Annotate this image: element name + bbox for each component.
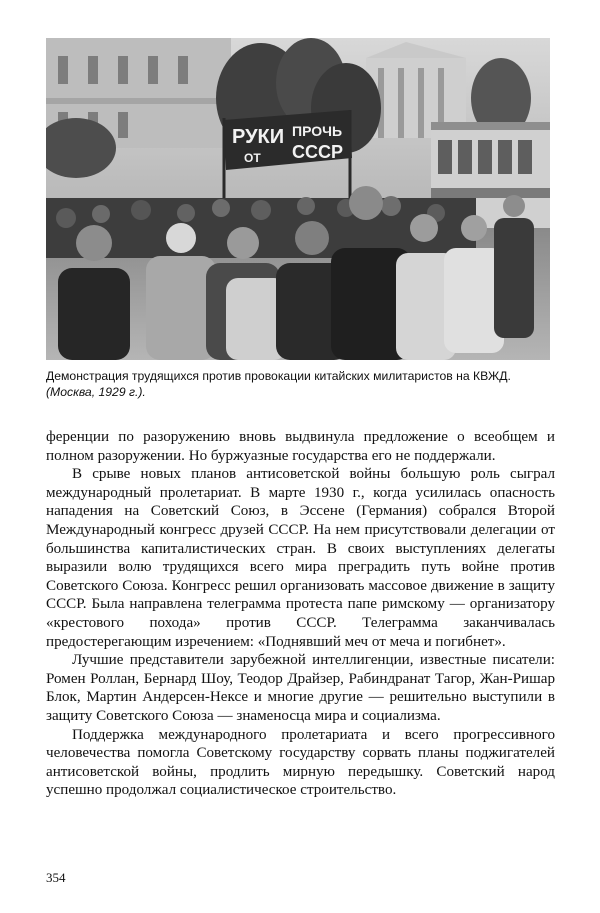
paragraph-2: В срыве новых планов антисоветской войны большую роль сыграл международный пролетариат. В марте 1930 г., когда усилилась опасность нападения на Советский Союз, в Эссене (Германия) собрался Второй Международный конгресс друзей СССР. На нем присутствовали делегации от большинства капиталистических стран. В своих выступлениях делегаты выразили волю трудящихся всего мира преградить путь войне против Советского Союза. Конгресс решил организовать массовое движение в защиту СССР. Была направлена телеграмма протеста папе римскому — организатору «крестового похода» против СССР. Телеграмма заканчивалась предостерегающим изречением: «Поднявший меч от меча и погибнет». <box>46 466 555 650</box>
body-text <box>46 428 555 800</box>
paragraph-3: Лучшие представители зарубежной интеллигенции, известные писатели: Ромен Роллан, Бернард Шоу, Теодор Драйзер, Рабиндранат Тагор, Жан-Ришар Блок, Мартин Андерсен-Нексе и многие другие — решительно выступили в защиту Советского Союза — знаменосца мира и социализма. <box>46 652 555 724</box>
page-number: 354 <box>46 870 66 885</box>
crowd <box>46 186 534 360</box>
demonstration-photo-illustration <box>46 38 550 360</box>
photo-caption <box>46 368 558 400</box>
banner-word-ruki: РУКИ <box>232 126 285 148</box>
paragraph-1: ференции по разоружению вновь выдвинула предложение о всеобщем и полном разоружении. Но буржуазные государства его не поддержали. <box>46 429 555 464</box>
caption-text: Демонстрация трудящихся против провокации китайских милитаристов на КВЖД. <box>46 369 511 383</box>
banner-word-proch: ПРОЧЬ <box>292 123 343 139</box>
caption-place: (Москва, 1929 г.). <box>46 385 146 399</box>
demonstration-photo <box>46 38 550 360</box>
banner-word-sssr: СССР <box>292 142 344 162</box>
banner-word-ot: ОТ <box>244 151 261 165</box>
paragraph-4: Поддержка международного пролетариата и всего прогрессивного человечества помогла Советскому государству сорвать планы поджигателей антисоветской войны, продлить мирную передышку. Советский народ успешно продолжал социалистическое строительство. <box>46 726 555 799</box>
